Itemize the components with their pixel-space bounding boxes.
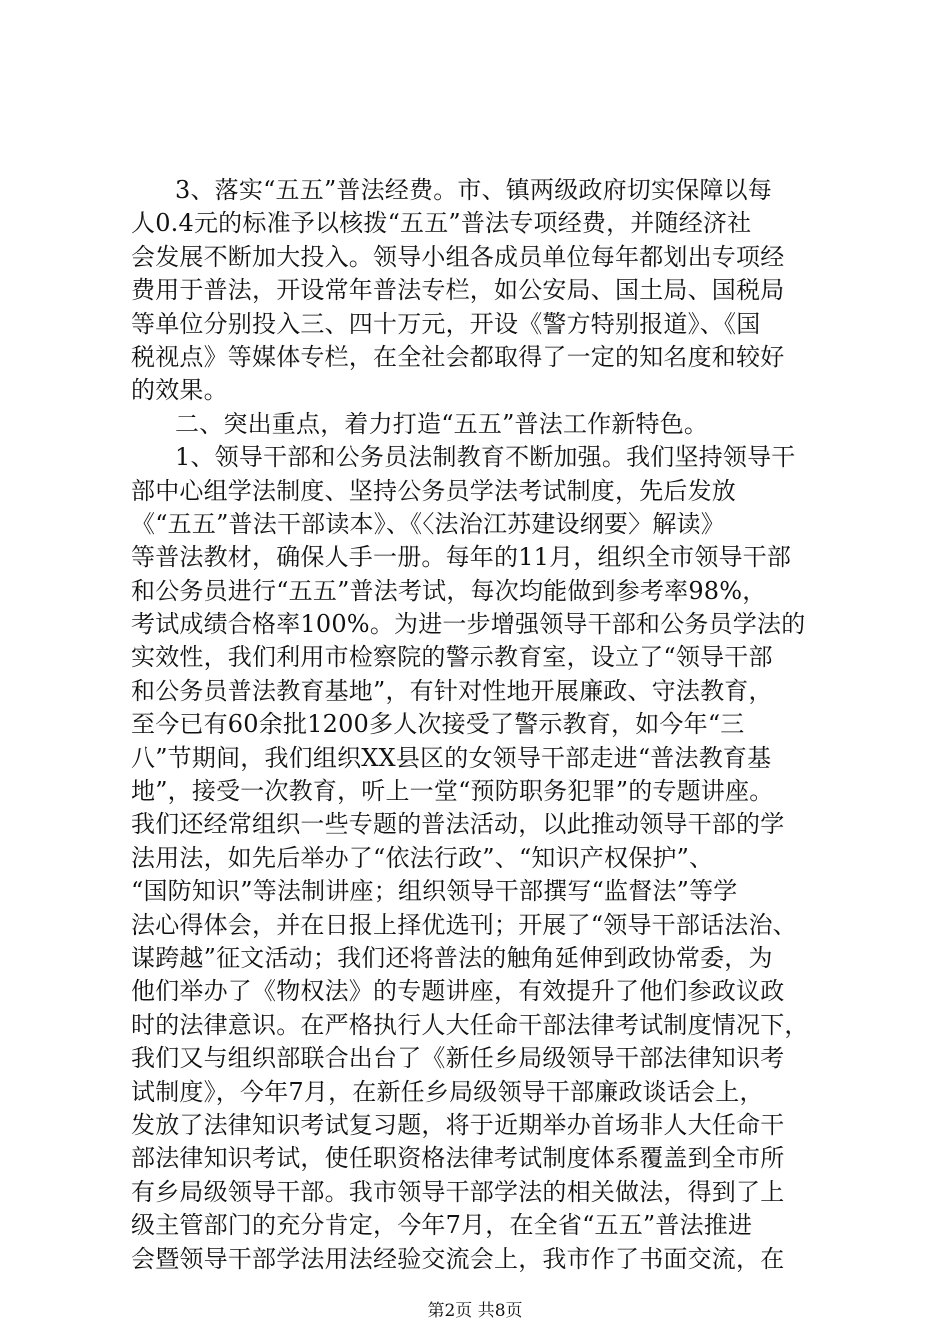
paragraph-line: 的效果。 bbox=[131, 376, 228, 405]
paragraph-line: 部法律知识考试，使任职资格法律考试制度体系覆盖到全市所 bbox=[131, 1144, 785, 1173]
section-heading: 二、突出重点，着力打造“五五”普法工作新特色。 bbox=[175, 409, 709, 438]
paragraph-line: 他们举办了《物权法》的专题讲座，有效提升了他们参政议政 bbox=[131, 977, 785, 1006]
paragraph-line: 实效性，我们利用市检察院的警示教育室，设立了“领导干部 bbox=[131, 643, 773, 672]
paragraph-line: 等普法教材，确保人手一册。每年的11月，组织全市领导干部 bbox=[131, 543, 792, 572]
paragraph-line: 和公务员进行“五五”普法考试，每次均能做到参考率98%， bbox=[131, 576, 767, 605]
paragraph-line: 1、领导干部和公务员法制教育不断加强。我们坚持领导干 bbox=[175, 443, 796, 472]
paragraph-line: 试制度》，今年7月，在新任乡局级领导干部廉政谈话会上， bbox=[131, 1077, 764, 1106]
paragraph-line: 税视点》等媒体专栏，在全社会都取得了一定的知名度和较好 bbox=[131, 342, 785, 371]
paragraph-line: 法用法，如先后举办了“依法行政”、“知识产权保护”、 bbox=[131, 843, 714, 872]
document-body bbox=[131, 174, 831, 1276]
paragraph-line: 会发展不断加大投入。领导小组各成员单位每年都划出专项经 bbox=[131, 242, 785, 271]
paragraph-line: 人0.4元的标准予以核拨“五五”普法专项经费，并随经济社 bbox=[131, 209, 752, 238]
paragraph-line: “国防知识”等法制讲座；组织领导干部撰写“监督法”等学 bbox=[131, 877, 738, 906]
paragraph-line: 我们又与组织部联合出台了《新任乡局级领导干部法律知识考 bbox=[131, 1044, 785, 1073]
paragraph-line: 考试成绩合格率100%。为进一步增强领导干部和公务员学法的 bbox=[131, 610, 806, 639]
paragraph-line: 会暨领导干部学法用法经验交流会上，我市作了书面交流，在 bbox=[131, 1244, 785, 1273]
paragraph-line: 时的法律意识。在严格执行人大任命干部法律考试制度情况下， bbox=[131, 1010, 809, 1039]
paragraph-line: 费用于普法，开设常年普法专栏，如公安局、国土局、国税局 bbox=[131, 276, 785, 305]
paragraph-line: 至今已有60余批1200多人次接受了警示教育，如今年“三 bbox=[131, 710, 745, 739]
paragraph-line: 发放了法律知识考试复习题，将于近期举办首场非人大任命干 bbox=[131, 1110, 785, 1139]
paragraph-line: 谋跨越”征文活动；我们还将普法的触角延伸到政协常委，为 bbox=[131, 943, 773, 972]
paragraph-line: 等单位分别投入三、四十万元，开设《警方特别报道》、《国 bbox=[131, 309, 761, 338]
paragraph-line: 《“五五”普法干部读本》、《〈法治江苏建设纲要〉解读》 bbox=[131, 509, 725, 538]
paragraph-line: 部中心组学法制度、坚持公务员学法考试制度，先后发放 bbox=[131, 476, 736, 505]
paragraph-line: 3、落实“五五”普法经费。市、镇两级政府切实保障以每 bbox=[175, 176, 773, 204]
paragraph-line: 级主管部门的充分肯定，今年7月，在全省“五五”普法推进 bbox=[131, 1211, 753, 1240]
paragraph-line: 我们还经常组织一些专题的普法活动，以此推动领导干部的学 bbox=[131, 810, 785, 839]
page-number-footer: 第2页 共8页 bbox=[427, 1301, 523, 1321]
paragraph-line: 法心得体会，并在日报上择优选刊；开展了“领导干部话法治、 bbox=[131, 910, 797, 939]
paragraph-line: 地”，接受一次教育，听上一堂“预防职务犯罪”的专题讲座。 bbox=[131, 777, 774, 806]
paragraph-line: 和公务员普法教育基地”，有针对性地开展廉政、守法教育， bbox=[131, 676, 773, 705]
paragraph-line: 八”节期间，我们组织XX县区的女领导干部走进“普法教育基 bbox=[131, 743, 772, 772]
paragraph-line: 有乡局级领导干部。我市领导干部学法的相关做法，得到了上 bbox=[131, 1177, 785, 1206]
